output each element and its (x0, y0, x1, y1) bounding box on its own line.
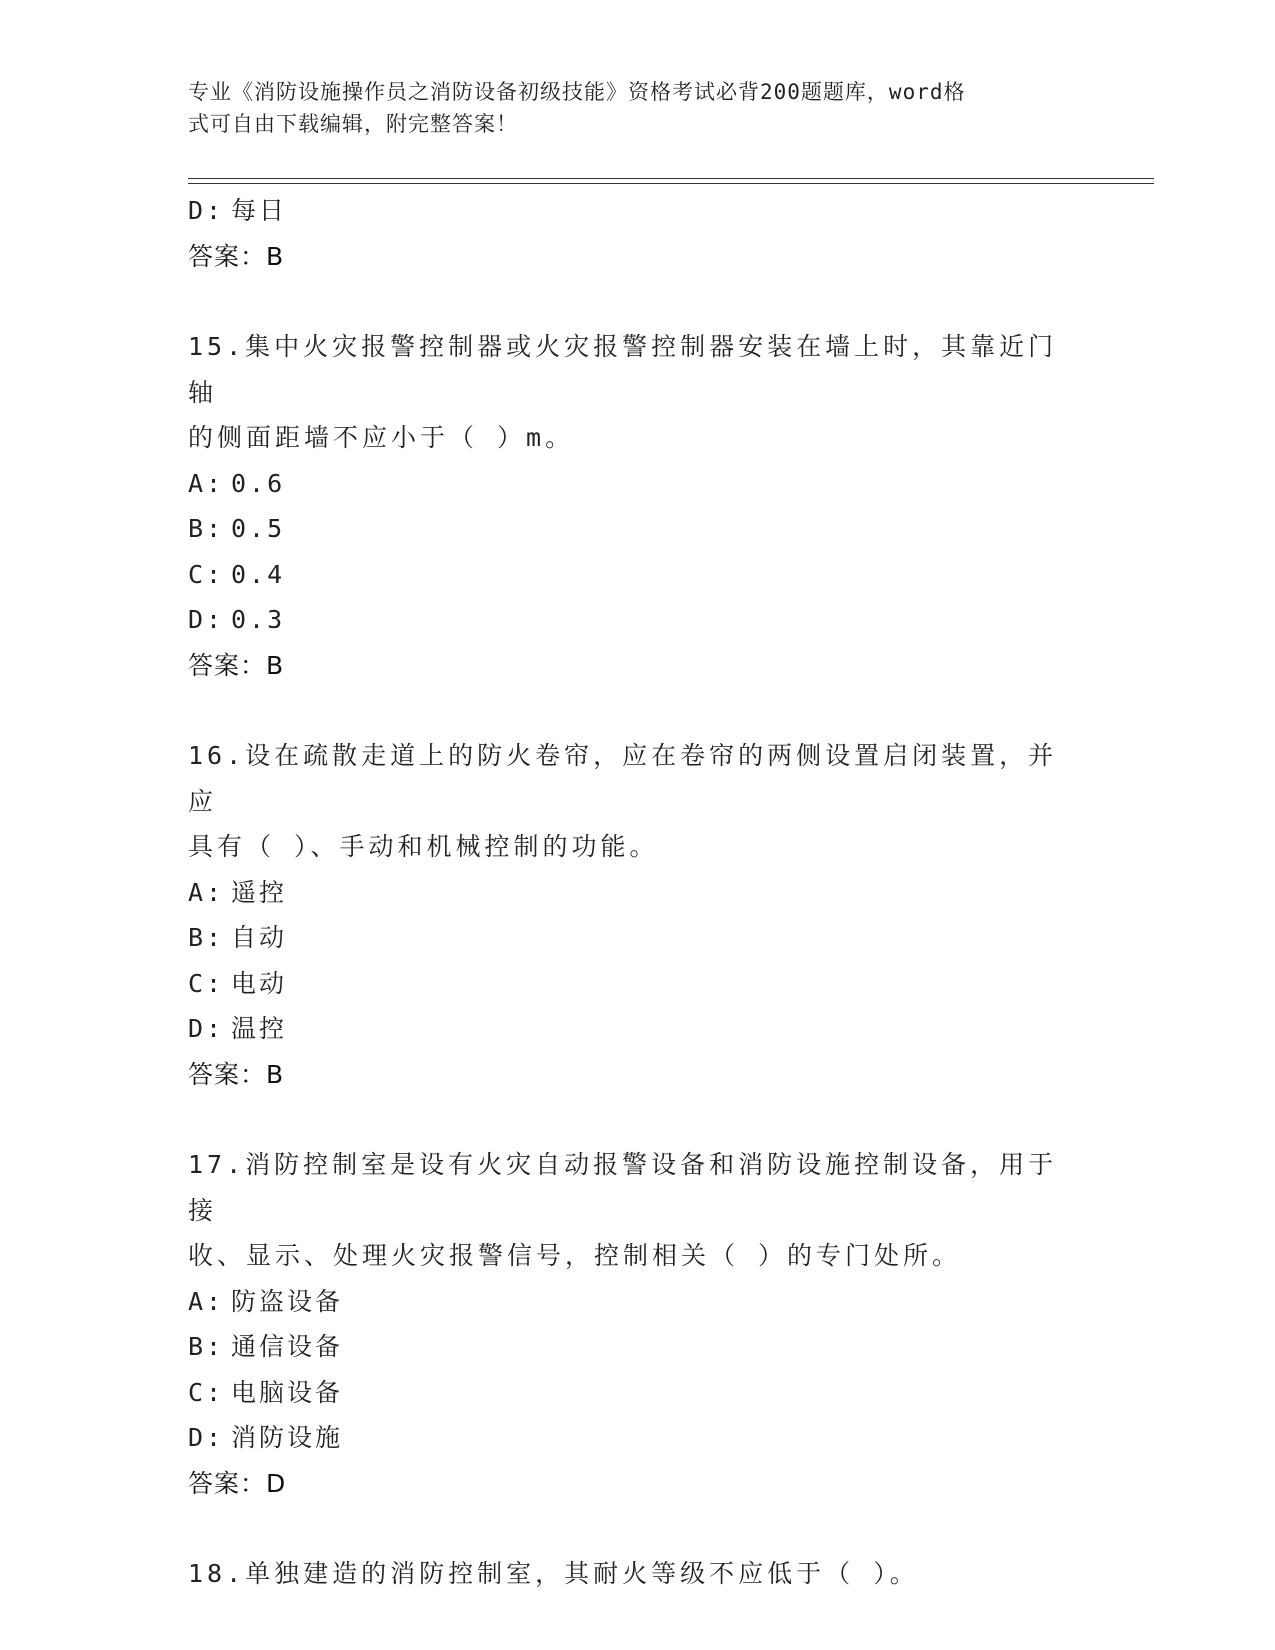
question-text-line-2: 具有（ ）、手动和机械控制的功能。 (188, 832, 659, 861)
option-letter: C: (188, 1377, 225, 1407)
option-text: 防盗设备 (231, 1286, 344, 1316)
option-d (188, 1006, 1088, 1052)
option-d (188, 1415, 1088, 1461)
option-text: 遥控 (231, 877, 288, 907)
question-text-line-2: 收、显示、处理火灾报警信号，控制相关（ ）的专门处所。 (188, 1241, 962, 1270)
header-divider-top (188, 178, 1154, 179)
option-c (188, 1370, 1088, 1416)
option-b (188, 506, 1088, 552)
header-line-2: 式可自由下载编辑，附完整答案！ (188, 112, 518, 136)
option-text: 温控 (231, 1014, 288, 1043)
option-text: 每日 (231, 196, 288, 225)
option-letter: A: (188, 1286, 225, 1316)
answer-line: 答案：D (188, 1468, 287, 1498)
option-letter: C: (188, 968, 225, 998)
question-text (188, 1551, 1068, 1597)
question-list (188, 188, 1088, 1597)
question-text (188, 733, 1068, 870)
option-text: 电脑设备 (231, 1377, 344, 1407)
question-text-line-2: 的侧面距墙不应小于（ ）m。 (188, 423, 575, 452)
question-17 (188, 1142, 1088, 1506)
option-a (188, 870, 1088, 916)
option-letter: B: (188, 514, 225, 543)
option-letter: C: (188, 559, 225, 589)
option-text: 0.6 (231, 468, 286, 498)
option-c (188, 961, 1088, 1007)
question-16 (188, 733, 1088, 1097)
option-b (188, 1324, 1088, 1370)
question-text (188, 324, 1068, 461)
option-letter: D: (188, 605, 225, 634)
option-text: 0.4 (231, 559, 286, 589)
option-letter: B: (188, 923, 225, 952)
option-a (188, 461, 1088, 507)
option-c (188, 552, 1088, 598)
question-15 (188, 324, 1088, 688)
question-text-line-1: 15.集中火灾报警控制器或火灾报警控制器安装在墙上时，其靠近门轴 (188, 332, 1058, 407)
question-text (188, 1142, 1068, 1279)
option-letter: A: (188, 468, 225, 498)
question-18 (188, 1551, 1088, 1597)
option-letter: D: (188, 1014, 225, 1043)
answer-line: 答案：B (188, 241, 285, 271)
option-text: 0.3 (231, 605, 286, 634)
option-d (188, 597, 1088, 643)
option-text: 通信设备 (231, 1332, 344, 1361)
header-divider-bottom (188, 183, 1154, 184)
question-text-line-1: 18.单独建造的消防控制室，其耐火等级不应低于（ ）。 (188, 1559, 919, 1588)
answer-line: 答案：B (188, 650, 285, 680)
option-letter: A: (188, 877, 225, 907)
option-text: 0.5 (231, 514, 286, 543)
option-text: 消防设施 (231, 1423, 344, 1452)
header-line-1: 专业《消防设施操作员之消防设备初级技能》资格考试必背200题题库，word格 (188, 80, 966, 104)
answer-line: 答案：B (188, 1059, 285, 1089)
option-letter: D: (188, 196, 225, 225)
option-d (188, 188, 1088, 234)
document-header (188, 76, 1068, 140)
option-text: 电动 (231, 968, 288, 998)
option-b (188, 915, 1088, 961)
option-a (188, 1279, 1088, 1325)
option-text: 自动 (231, 923, 288, 952)
option-letter: D: (188, 1423, 225, 1452)
question-text-line-1: 17.消防控制室是设有火灾自动报警设备和消防设施控制设备，用于接 (188, 1150, 1058, 1225)
question-text-line-1: 16.设在疏散走道上的防火卷帘，应在卷帘的两侧设置启闭装置，并应 (188, 741, 1058, 816)
option-letter: B: (188, 1332, 225, 1361)
